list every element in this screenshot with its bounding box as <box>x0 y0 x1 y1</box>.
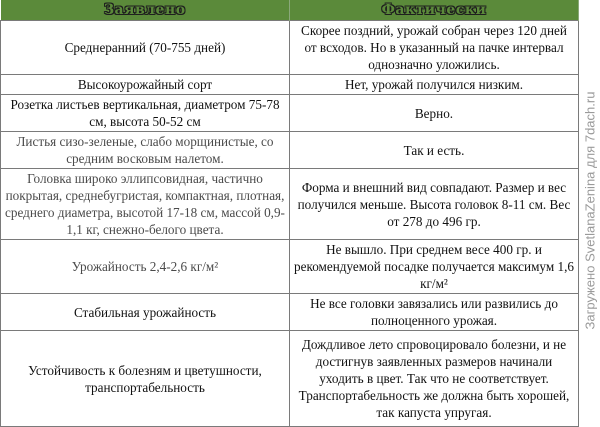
actual-cell: Форма и внешний вид совпадают. Размер и вес получился меньше. Высота головок 8-11 см. Вес от 278 до 496 гр. <box>290 169 579 240</box>
actual-cell: Не вышло. При среднем весе 400 гр. и рекомендуемой посадке получается максимум 1,6 кг/м² <box>290 240 579 294</box>
table-row <box>1 169 579 240</box>
declared-cell: Среднеранний (70-755 дней) <box>1 21 290 75</box>
actual-cell: Нет, урожай получился низким. <box>290 75 579 95</box>
declared-cell: Урожайность 2,4-2,6 кг/м² <box>1 240 290 294</box>
table-row <box>1 331 579 427</box>
declared-cell: Высокоурожайный сорт <box>1 75 290 95</box>
declared-cell: Устойчивость к болезням и цветушности, транспортабельность <box>1 331 290 427</box>
declared-cell: Листья сизо-зеленые, слабо морщинистые, со средним восковым налетом. <box>1 132 290 169</box>
table-row <box>1 240 579 294</box>
header-declared: Заявлено <box>1 0 290 21</box>
header-row <box>1 0 579 21</box>
actual-cell: Не все головки завязались или развились до полноценного урожая. <box>290 294 579 331</box>
watermark-text: Загружено SvetlanaZenina для 7dach.ru <box>582 91 598 330</box>
declared-cell: Розетка листьев вертикальная, диаметром 75-78 см, высота 50-52 см <box>1 95 290 132</box>
table-row <box>1 75 579 95</box>
declared-cell: Стабильная урожайность <box>1 294 290 331</box>
actual-cell: Так и есть. <box>290 132 579 169</box>
table-row <box>1 294 579 331</box>
declared-cell: Головка широко эллипсовидная, частично покрытая, среднебугристая, компактная, плотная, среднего диаметра, высотой 17-18 см, массой 0,9-1,1 кг, снежно-белого цвета. <box>1 169 290 240</box>
actual-cell: Верно. <box>290 95 579 132</box>
actual-cell: Скорее поздний, урожай собран через 120 дней от всходов. Но в указанный на пачке интервал однозначно уложились. <box>290 21 579 75</box>
table-row <box>1 95 579 132</box>
header-actual: Фактически <box>290 0 579 21</box>
table-row <box>1 21 579 75</box>
watermark <box>580 0 600 421</box>
table-row <box>1 132 579 169</box>
actual-cell: Дождливое лето спровоцировало болезни, и не достигнув заявленных размеров начинали уходить в цвет. Так что не соответствует. Транспортабельность же должна быть хорошей, так капуста упругая. <box>290 331 579 427</box>
